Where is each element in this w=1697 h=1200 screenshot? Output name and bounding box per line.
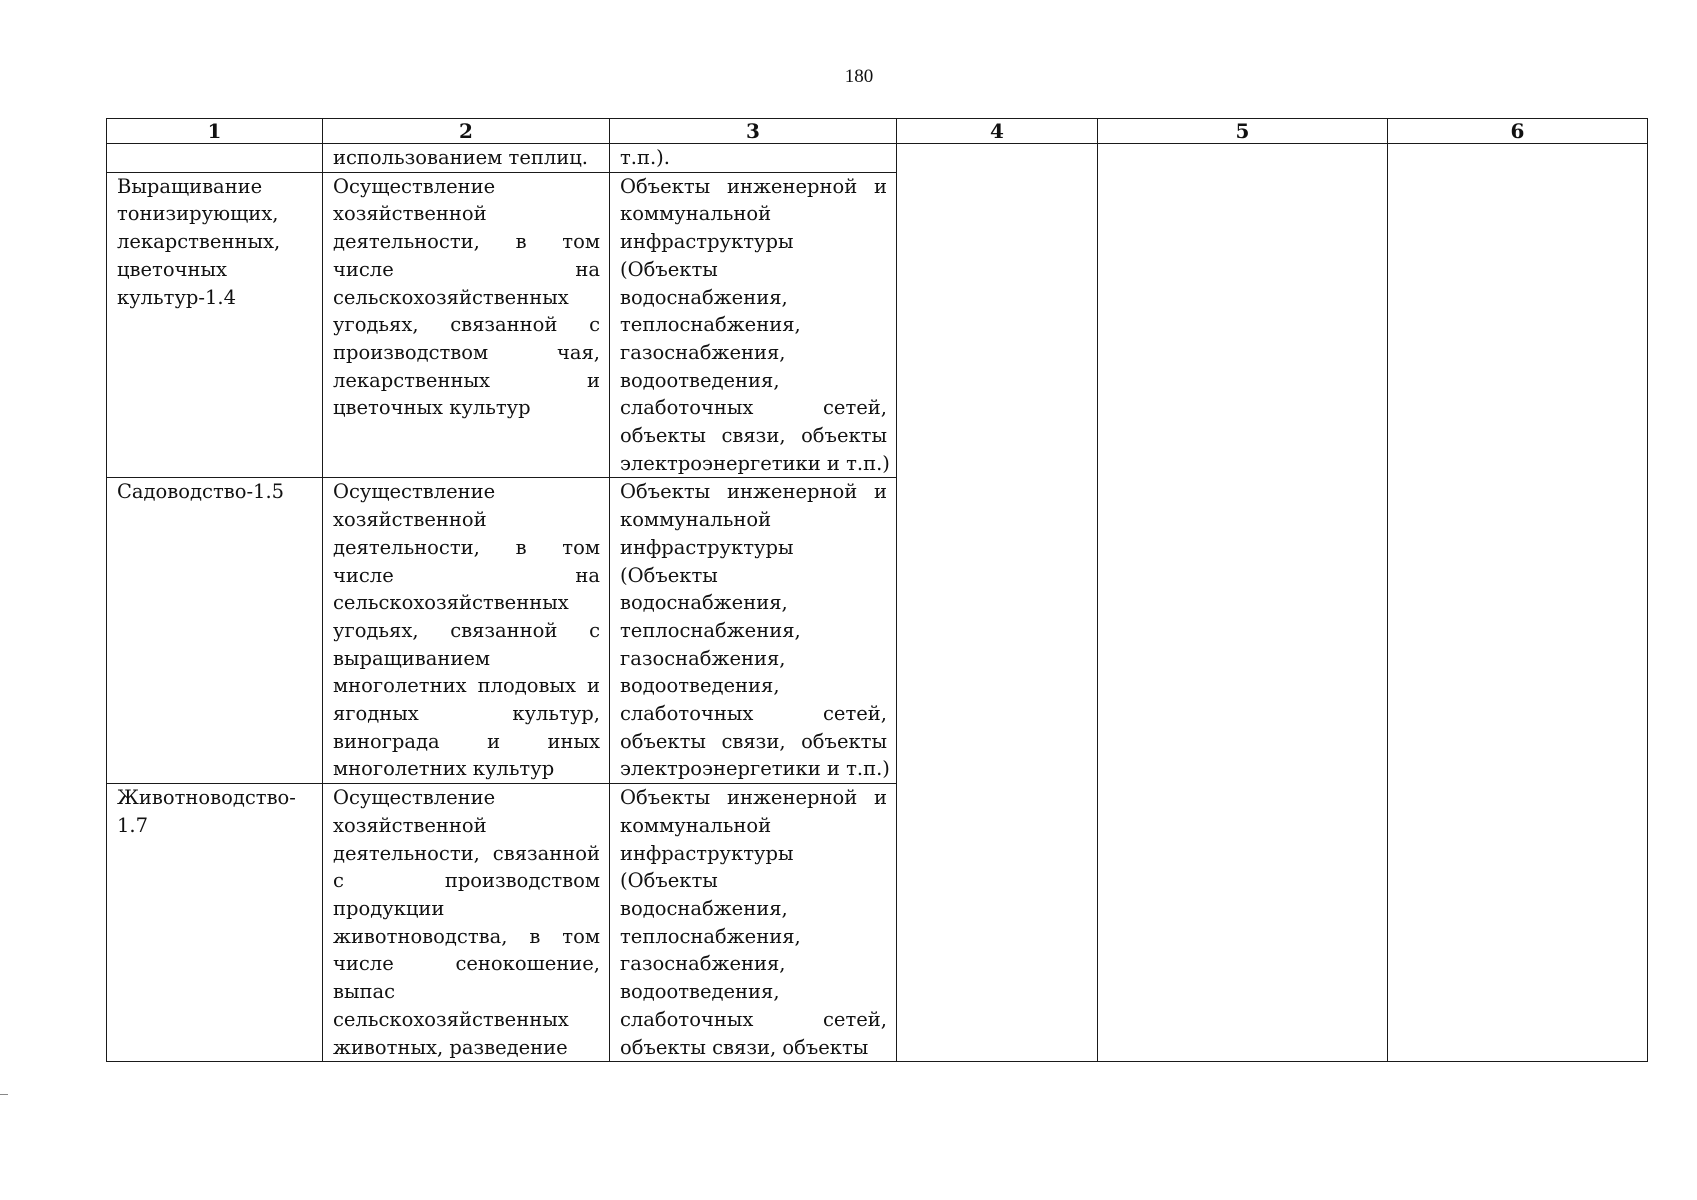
table-cell-col1	[107, 478, 323, 784]
table-cell-col1	[107, 172, 323, 478]
cell-text-line: хозяйственной	[333, 202, 487, 226]
cell-text-line: теплоснабжения,	[620, 618, 801, 642]
cell-text-line: числе на	[333, 563, 600, 587]
cell-text-line: водоотведения,	[620, 674, 780, 698]
cell-text-line: цветочных культур	[333, 396, 531, 420]
cell-text-line: Объекты инженерной и	[620, 786, 887, 810]
table-cell-col3	[610, 784, 897, 1062]
cell-text-line: ягодных культур,	[333, 702, 600, 726]
cell-text-line: деятельности, связанной	[333, 841, 600, 865]
cell-text-line: числе сенокошение,	[333, 952, 600, 976]
cell-text-line: газоснабжения,	[620, 340, 786, 364]
cell-text-line: цветочных	[117, 257, 227, 281]
cell-text-line: хозяйственной	[333, 508, 487, 532]
cell-text-line: Животноводство-	[117, 786, 296, 810]
cell-text-line: теплоснабжения,	[620, 313, 801, 337]
cell-text-line: водоснабжения,	[620, 285, 788, 309]
cell-text-line: деятельности, в том	[333, 535, 600, 559]
table-cell-col1	[107, 784, 323, 1062]
cell-text-line: водоотведения,	[620, 980, 780, 1004]
cell-text-line: теплоснабжения,	[620, 924, 801, 948]
cell-text-line: газоснабжения,	[620, 646, 786, 670]
table-cell-col3	[610, 478, 897, 784]
cell-text-line: хозяйственной	[333, 813, 487, 837]
table-cell-col2	[323, 172, 610, 478]
cell-text-line: водоотведения,	[620, 368, 780, 392]
cell-text-line: инфраструктуры	[620, 535, 794, 559]
cell-text-line: Объекты инженерной и	[620, 480, 887, 504]
cell-text-line: винограда и иных	[333, 729, 600, 753]
cell-text-line: слаботочных сетей,	[620, 396, 887, 420]
cell-text-line: Осуществление	[333, 786, 496, 810]
cell-text-line: электроэнергетики и т.п.)	[620, 757, 890, 781]
cell-text-line: Объекты инженерной и	[620, 174, 887, 198]
cell-text-line: Осуществление	[333, 480, 496, 504]
cell-text-line: животноводства, в том	[333, 924, 600, 948]
land-use-table	[106, 118, 1648, 1062]
cell-text-line: лекарственных и	[333, 368, 600, 392]
cell-text-line: многолетних плодовых и	[333, 674, 600, 698]
cell-text-line: водоснабжения,	[620, 896, 788, 920]
cell-text-line: (Объекты	[620, 869, 718, 893]
cell-text-line: выпас	[333, 980, 396, 1004]
table-body	[107, 144, 1648, 1062]
cell-text-line: Выращивание	[117, 174, 263, 198]
table-cell-col2	[323, 784, 610, 1062]
table-row	[107, 144, 1648, 173]
table-cell-col3	[610, 172, 897, 478]
table-cell-col2	[323, 478, 610, 784]
cell-text-line: с производством	[333, 869, 600, 893]
page-number: 180	[844, 66, 874, 87]
cell-text-line: водоснабжения,	[620, 591, 788, 615]
cell-text-line: производством чая,	[333, 340, 600, 364]
cell-text-line: лекарственных,	[117, 230, 281, 254]
cell-text-line: коммунальной	[620, 508, 772, 532]
column-header-4: 4	[897, 119, 1098, 144]
column-header-2: 2	[323, 119, 610, 144]
cell-text-line: инфраструктуры	[620, 230, 794, 254]
table-cell-col2	[323, 144, 610, 173]
table-cell-col3	[610, 144, 897, 173]
cell-text-line: деятельности, в том	[333, 230, 600, 254]
cell-text-line: выращиванием	[333, 646, 491, 670]
cell-text-line: тонизирующих,	[117, 202, 279, 226]
table-cell-col5	[1098, 144, 1388, 1062]
cell-text-line: т.п.).	[620, 146, 670, 169]
cell-text-line: угодьях, связанной с	[333, 313, 600, 337]
column-header-5: 5	[1098, 119, 1388, 144]
cell-text-line: (Объекты	[620, 257, 718, 281]
cell-text-line: Осуществление	[333, 174, 496, 198]
cell-text-line: многолетних культур	[333, 757, 555, 781]
cell-text-line: животных, разведение	[333, 1035, 568, 1059]
cell-text-line: продукции	[333, 896, 445, 920]
table-cell-col4	[897, 144, 1098, 1062]
cell-text-line: угодьях, связанной с	[333, 618, 600, 642]
cell-text-line: инфраструктуры	[620, 841, 794, 865]
column-header-6: 6	[1388, 119, 1648, 144]
cell-text-line: коммунальной	[620, 202, 772, 226]
cell-text-line: слаботочных сетей,	[620, 1007, 887, 1031]
cell-text-line: слаботочных сетей,	[620, 702, 887, 726]
cell-text-line: сельскохозяйственных	[333, 285, 569, 309]
cell-text-line: газоснабжения,	[620, 952, 786, 976]
column-header-3: 3	[610, 119, 897, 144]
cell-text-line: числе на	[333, 257, 600, 281]
cell-text-line: объекты связи, объекты	[620, 424, 887, 448]
cell-text-line: 1.7	[117, 813, 149, 837]
cell-text-line: объекты связи, объекты	[620, 1035, 869, 1059]
cell-text-line: электроэнергетики и т.п.)	[620, 451, 890, 475]
scan-margin-mark	[0, 1094, 8, 1095]
cell-text-line: сельскохозяйственных	[333, 591, 569, 615]
table-header-row	[107, 119, 1648, 144]
table-cell-col1	[107, 144, 323, 173]
cell-text-line: Садоводство-1.5	[117, 480, 285, 504]
cell-text-line: использованием теплиц.	[333, 146, 588, 169]
column-header-1: 1	[107, 119, 323, 144]
cell-text-line: (Объекты	[620, 563, 718, 587]
cell-text-line: коммунальной	[620, 813, 772, 837]
cell-text-line: объекты связи, объекты	[620, 729, 887, 753]
cell-text-line: сельскохозяйственных	[333, 1007, 569, 1031]
cell-text-line: культур-1.4	[117, 285, 237, 309]
table-cell-col6	[1388, 144, 1648, 1062]
